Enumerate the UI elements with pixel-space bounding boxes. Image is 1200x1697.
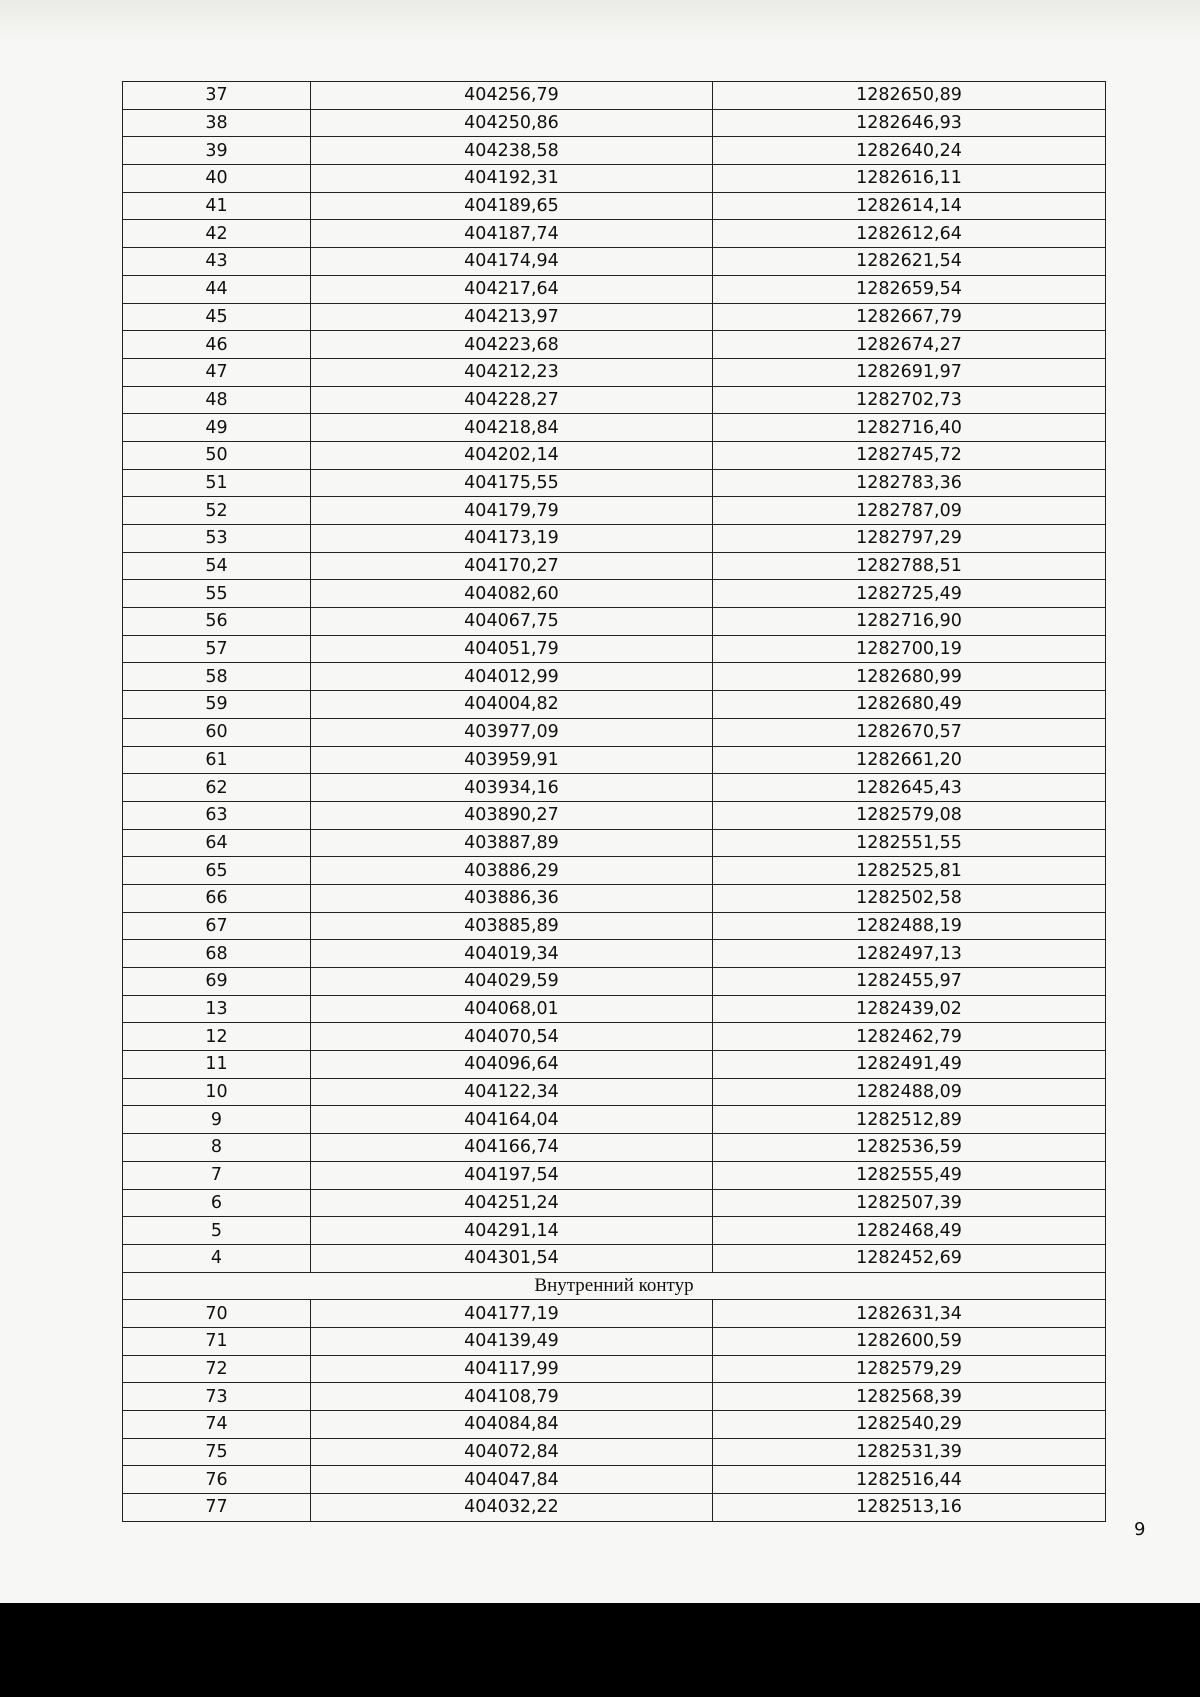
x-coordinate-cell: 404212,23 bbox=[311, 358, 713, 386]
point-number-cell: 46 bbox=[123, 331, 311, 359]
y-coordinate-cell: 1282680,99 bbox=[713, 663, 1106, 691]
x-coordinate-cell: 404187,74 bbox=[311, 220, 713, 248]
table-row bbox=[123, 1078, 1106, 1106]
x-coordinate-cell: 404139,49 bbox=[311, 1327, 713, 1355]
y-coordinate-cell: 1282787,09 bbox=[713, 497, 1106, 525]
y-coordinate-cell: 1282745,72 bbox=[713, 441, 1106, 469]
table-row bbox=[123, 829, 1106, 857]
table-row bbox=[123, 137, 1106, 165]
y-coordinate-cell: 1282716,40 bbox=[713, 414, 1106, 442]
table-row bbox=[123, 1023, 1106, 1051]
table-row bbox=[123, 552, 1106, 580]
y-coordinate-cell: 1282513,16 bbox=[713, 1494, 1106, 1522]
y-coordinate-cell: 1282551,55 bbox=[713, 829, 1106, 857]
x-coordinate-cell: 404047,84 bbox=[311, 1466, 713, 1494]
table-row bbox=[123, 1189, 1106, 1217]
y-coordinate-cell: 1282507,39 bbox=[713, 1189, 1106, 1217]
y-coordinate-cell: 1282621,54 bbox=[713, 248, 1106, 276]
y-coordinate-cell: 1282674,27 bbox=[713, 331, 1106, 359]
y-coordinate-cell: 1282691,97 bbox=[713, 358, 1106, 386]
table-row bbox=[123, 441, 1106, 469]
point-number-cell: 9 bbox=[123, 1106, 311, 1134]
y-coordinate-cell: 1282452,69 bbox=[713, 1244, 1106, 1272]
table-row bbox=[123, 580, 1106, 608]
point-number-cell: 52 bbox=[123, 497, 311, 525]
y-coordinate-cell: 1282536,59 bbox=[713, 1134, 1106, 1162]
point-number-cell: 45 bbox=[123, 303, 311, 331]
y-coordinate-cell: 1282702,73 bbox=[713, 386, 1106, 414]
point-number-cell: 77 bbox=[123, 1494, 311, 1522]
table-row bbox=[123, 1438, 1106, 1466]
x-coordinate-cell: 404004,82 bbox=[311, 691, 713, 719]
y-coordinate-cell: 1282497,13 bbox=[713, 940, 1106, 968]
x-coordinate-cell: 403977,09 bbox=[311, 718, 713, 746]
point-number-cell: 70 bbox=[123, 1300, 311, 1328]
y-coordinate-cell: 1282640,24 bbox=[713, 137, 1106, 165]
y-coordinate-cell: 1282612,64 bbox=[713, 220, 1106, 248]
table-row bbox=[123, 635, 1106, 663]
table-row bbox=[123, 912, 1106, 940]
point-number-cell: 13 bbox=[123, 995, 311, 1023]
table-row bbox=[123, 165, 1106, 193]
table-row bbox=[123, 608, 1106, 636]
table-row bbox=[123, 192, 1106, 220]
point-number-cell: 54 bbox=[123, 552, 311, 580]
y-coordinate-cell: 1282579,08 bbox=[713, 801, 1106, 829]
x-coordinate-cell: 403934,16 bbox=[311, 774, 713, 802]
point-number-cell: 61 bbox=[123, 746, 311, 774]
table-row bbox=[123, 995, 1106, 1023]
table-row bbox=[123, 691, 1106, 719]
point-number-cell: 40 bbox=[123, 165, 311, 193]
point-number-cell: 7 bbox=[123, 1161, 311, 1189]
y-coordinate-cell: 1282700,19 bbox=[713, 635, 1106, 663]
y-coordinate-cell: 1282680,49 bbox=[713, 691, 1106, 719]
table-row bbox=[123, 1411, 1106, 1439]
point-number-cell: 53 bbox=[123, 525, 311, 553]
x-coordinate-cell: 404192,31 bbox=[311, 165, 713, 193]
point-number-cell: 42 bbox=[123, 220, 311, 248]
table-row bbox=[123, 248, 1106, 276]
y-coordinate-cell: 1282631,34 bbox=[713, 1300, 1106, 1328]
y-coordinate-cell: 1282502,58 bbox=[713, 884, 1106, 912]
x-coordinate-cell: 404218,84 bbox=[311, 414, 713, 442]
coordinates-table-body bbox=[123, 82, 1106, 1522]
y-coordinate-cell: 1282455,97 bbox=[713, 968, 1106, 996]
x-coordinate-cell: 403886,36 bbox=[311, 884, 713, 912]
table-row bbox=[123, 414, 1106, 442]
table-row bbox=[123, 1383, 1106, 1411]
x-coordinate-cell: 404174,94 bbox=[311, 248, 713, 276]
x-coordinate-cell: 404019,34 bbox=[311, 940, 713, 968]
x-coordinate-cell: 404070,54 bbox=[311, 1023, 713, 1051]
point-number-cell: 44 bbox=[123, 275, 311, 303]
point-number-cell: 76 bbox=[123, 1466, 311, 1494]
y-coordinate-cell: 1282531,39 bbox=[713, 1438, 1106, 1466]
table-row bbox=[123, 746, 1106, 774]
point-number-cell: 43 bbox=[123, 248, 311, 276]
point-number-cell: 39 bbox=[123, 137, 311, 165]
y-coordinate-cell: 1282512,89 bbox=[713, 1106, 1106, 1134]
point-number-cell: 57 bbox=[123, 635, 311, 663]
y-coordinate-cell: 1282525,81 bbox=[713, 857, 1106, 885]
point-number-cell: 65 bbox=[123, 857, 311, 885]
point-number-cell: 37 bbox=[123, 82, 311, 110]
point-number-cell: 5 bbox=[123, 1217, 311, 1245]
x-coordinate-cell: 403886,29 bbox=[311, 857, 713, 885]
point-number-cell: 62 bbox=[123, 774, 311, 802]
point-number-cell: 69 bbox=[123, 968, 311, 996]
point-number-cell: 66 bbox=[123, 884, 311, 912]
y-coordinate-cell: 1282568,39 bbox=[713, 1383, 1106, 1411]
x-coordinate-cell: 404122,34 bbox=[311, 1078, 713, 1106]
y-coordinate-cell: 1282797,29 bbox=[713, 525, 1106, 553]
point-number-cell: 11 bbox=[123, 1051, 311, 1079]
point-number-cell: 4 bbox=[123, 1244, 311, 1272]
point-number-cell: 68 bbox=[123, 940, 311, 968]
x-coordinate-cell: 404170,27 bbox=[311, 552, 713, 580]
point-number-cell: 51 bbox=[123, 469, 311, 497]
x-coordinate-cell: 404189,65 bbox=[311, 192, 713, 220]
table-row bbox=[123, 220, 1106, 248]
x-coordinate-cell: 404117,99 bbox=[311, 1355, 713, 1383]
point-number-cell: 56 bbox=[123, 608, 311, 636]
y-coordinate-cell: 1282725,49 bbox=[713, 580, 1106, 608]
table-row bbox=[123, 497, 1106, 525]
x-coordinate-cell: 404291,14 bbox=[311, 1217, 713, 1245]
x-coordinate-cell: 404228,27 bbox=[311, 386, 713, 414]
point-number-cell: 75 bbox=[123, 1438, 311, 1466]
point-number-cell: 67 bbox=[123, 912, 311, 940]
point-number-cell: 48 bbox=[123, 386, 311, 414]
scan-shadow bbox=[0, 0, 1200, 40]
x-coordinate-cell: 404251,24 bbox=[311, 1189, 713, 1217]
point-number-cell: 58 bbox=[123, 663, 311, 691]
table-row bbox=[123, 331, 1106, 359]
x-coordinate-cell: 404072,84 bbox=[311, 1438, 713, 1466]
table-row bbox=[123, 525, 1106, 553]
x-coordinate-cell: 404051,79 bbox=[311, 635, 713, 663]
x-coordinate-cell: 404238,58 bbox=[311, 137, 713, 165]
y-coordinate-cell: 1282788,51 bbox=[713, 552, 1106, 580]
coordinates-table bbox=[122, 81, 1106, 1522]
y-coordinate-cell: 1282646,93 bbox=[713, 109, 1106, 137]
y-coordinate-cell: 1282659,54 bbox=[713, 275, 1106, 303]
y-coordinate-cell: 1282491,49 bbox=[713, 1051, 1106, 1079]
x-coordinate-cell: 403885,89 bbox=[311, 912, 713, 940]
table-row bbox=[123, 82, 1106, 110]
x-coordinate-cell: 404301,54 bbox=[311, 1244, 713, 1272]
point-number-cell: 49 bbox=[123, 414, 311, 442]
section-label: Внутренний контур bbox=[123, 1272, 1106, 1300]
y-coordinate-cell: 1282600,59 bbox=[713, 1327, 1106, 1355]
table-row bbox=[123, 774, 1106, 802]
x-coordinate-cell: 404166,74 bbox=[311, 1134, 713, 1162]
table-row bbox=[123, 1327, 1106, 1355]
table-row bbox=[123, 1134, 1106, 1162]
point-number-cell: 59 bbox=[123, 691, 311, 719]
table-row bbox=[123, 1494, 1106, 1522]
point-number-cell: 63 bbox=[123, 801, 311, 829]
y-coordinate-cell: 1282645,43 bbox=[713, 774, 1106, 802]
table-row bbox=[123, 663, 1106, 691]
y-coordinate-cell: 1282614,14 bbox=[713, 192, 1106, 220]
point-number-cell: 38 bbox=[123, 109, 311, 137]
table-row bbox=[123, 718, 1106, 746]
table-row bbox=[123, 1355, 1106, 1383]
x-coordinate-cell: 404012,99 bbox=[311, 663, 713, 691]
x-coordinate-cell: 404256,79 bbox=[311, 82, 713, 110]
y-coordinate-cell: 1282716,90 bbox=[713, 608, 1106, 636]
point-number-cell: 71 bbox=[123, 1327, 311, 1355]
table-row bbox=[123, 303, 1106, 331]
table-row bbox=[123, 801, 1106, 829]
y-coordinate-cell: 1282667,79 bbox=[713, 303, 1106, 331]
table-row bbox=[123, 1300, 1106, 1328]
table-row bbox=[123, 884, 1106, 912]
table-row bbox=[123, 1244, 1106, 1272]
x-coordinate-cell: 404108,79 bbox=[311, 1383, 713, 1411]
point-number-cell: 6 bbox=[123, 1189, 311, 1217]
table-row bbox=[123, 386, 1106, 414]
x-coordinate-cell: 403959,91 bbox=[311, 746, 713, 774]
y-coordinate-cell: 1282488,09 bbox=[713, 1078, 1106, 1106]
table-row bbox=[123, 275, 1106, 303]
point-number-cell: 60 bbox=[123, 718, 311, 746]
table-row bbox=[123, 469, 1106, 497]
x-coordinate-cell: 404173,19 bbox=[311, 525, 713, 553]
x-coordinate-cell: 404096,64 bbox=[311, 1051, 713, 1079]
point-number-cell: 64 bbox=[123, 829, 311, 857]
x-coordinate-cell: 404213,97 bbox=[311, 303, 713, 331]
table-row bbox=[123, 968, 1106, 996]
x-coordinate-cell: 404179,79 bbox=[311, 497, 713, 525]
y-coordinate-cell: 1282468,49 bbox=[713, 1217, 1106, 1245]
x-coordinate-cell: 404202,14 bbox=[311, 441, 713, 469]
x-coordinate-cell: 404197,54 bbox=[311, 1161, 713, 1189]
y-coordinate-cell: 1282462,79 bbox=[713, 1023, 1106, 1051]
x-coordinate-cell: 404217,64 bbox=[311, 275, 713, 303]
y-coordinate-cell: 1282439,02 bbox=[713, 995, 1106, 1023]
y-coordinate-cell: 1282540,29 bbox=[713, 1411, 1106, 1439]
point-number-cell: 47 bbox=[123, 358, 311, 386]
x-coordinate-cell: 404068,01 bbox=[311, 995, 713, 1023]
section-header-row bbox=[123, 1272, 1106, 1300]
point-number-cell: 72 bbox=[123, 1355, 311, 1383]
table-row bbox=[123, 940, 1106, 968]
table-row bbox=[123, 358, 1106, 386]
y-coordinate-cell: 1282670,57 bbox=[713, 718, 1106, 746]
table-row bbox=[123, 109, 1106, 137]
table-row bbox=[123, 857, 1106, 885]
table-row bbox=[123, 1217, 1106, 1245]
x-coordinate-cell: 404084,84 bbox=[311, 1411, 713, 1439]
y-coordinate-cell: 1282650,89 bbox=[713, 82, 1106, 110]
point-number-cell: 12 bbox=[123, 1023, 311, 1051]
point-number-cell: 50 bbox=[123, 441, 311, 469]
point-number-cell: 41 bbox=[123, 192, 311, 220]
x-coordinate-cell: 404029,59 bbox=[311, 968, 713, 996]
table-row bbox=[123, 1466, 1106, 1494]
y-coordinate-cell: 1282783,36 bbox=[713, 469, 1106, 497]
x-coordinate-cell: 403890,27 bbox=[311, 801, 713, 829]
y-coordinate-cell: 1282661,20 bbox=[713, 746, 1106, 774]
x-coordinate-cell: 404067,75 bbox=[311, 608, 713, 636]
y-coordinate-cell: 1282516,44 bbox=[713, 1466, 1106, 1494]
table-row bbox=[123, 1161, 1106, 1189]
table-row bbox=[123, 1106, 1106, 1134]
y-coordinate-cell: 1282555,49 bbox=[713, 1161, 1106, 1189]
x-coordinate-cell: 404250,86 bbox=[311, 109, 713, 137]
x-coordinate-cell: 404223,68 bbox=[311, 331, 713, 359]
y-coordinate-cell: 1282488,19 bbox=[713, 912, 1106, 940]
x-coordinate-cell: 403887,89 bbox=[311, 829, 713, 857]
x-coordinate-cell: 404175,55 bbox=[311, 469, 713, 497]
x-coordinate-cell: 404082,60 bbox=[311, 580, 713, 608]
point-number-cell: 55 bbox=[123, 580, 311, 608]
x-coordinate-cell: 404164,04 bbox=[311, 1106, 713, 1134]
point-number-cell: 73 bbox=[123, 1383, 311, 1411]
point-number-cell: 8 bbox=[123, 1134, 311, 1162]
page-number: 9 bbox=[1134, 1519, 1146, 1540]
scan-bottom-border bbox=[0, 1603, 1200, 1697]
table-row bbox=[123, 1051, 1106, 1079]
point-number-cell: 10 bbox=[123, 1078, 311, 1106]
x-coordinate-cell: 404032,22 bbox=[311, 1494, 713, 1522]
point-number-cell: 74 bbox=[123, 1411, 311, 1439]
y-coordinate-cell: 1282579,29 bbox=[713, 1355, 1106, 1383]
x-coordinate-cell: 404177,19 bbox=[311, 1300, 713, 1328]
y-coordinate-cell: 1282616,11 bbox=[713, 165, 1106, 193]
